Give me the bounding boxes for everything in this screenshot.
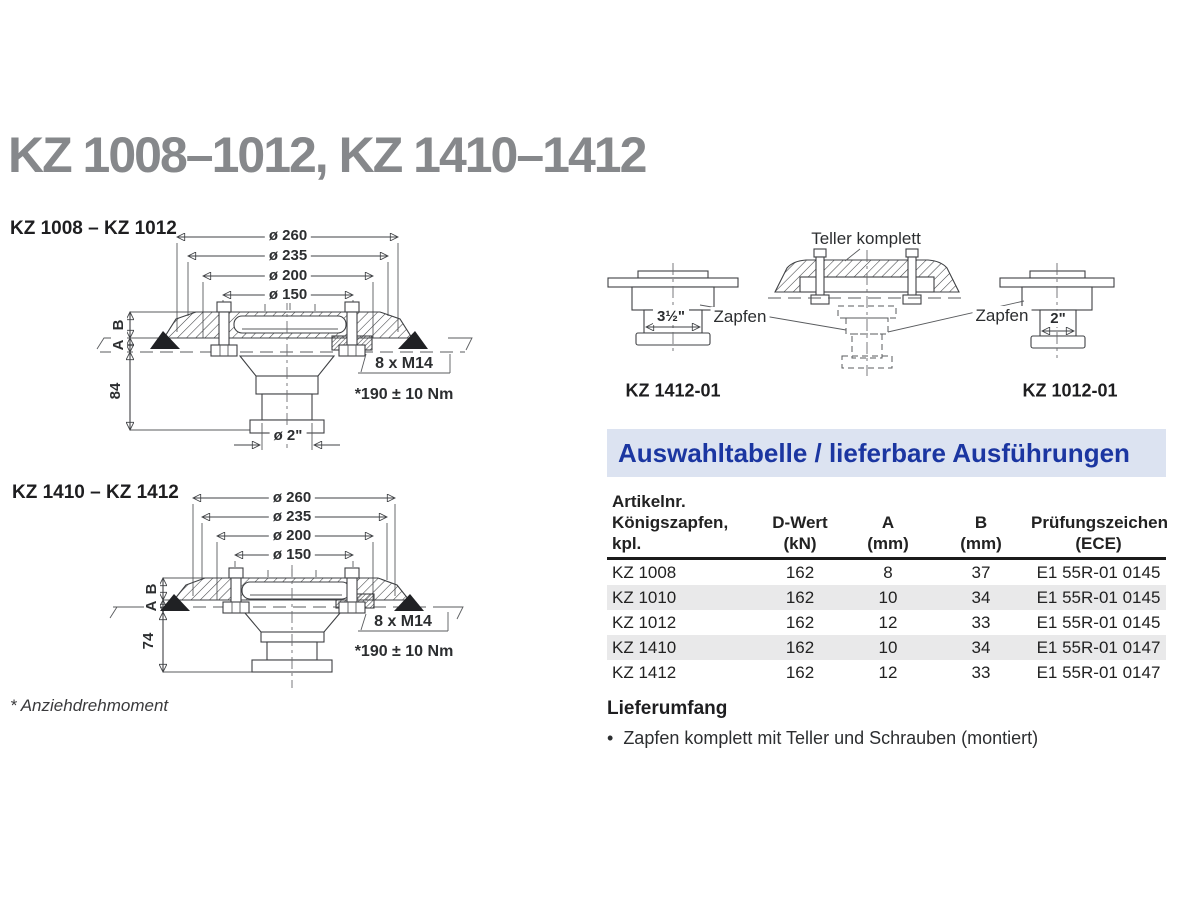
table-row: KZ 1010 162 10 34 E1 55R-01 0145 xyxy=(607,585,1166,610)
table-row: KZ 1412 162 12 33 E1 55R-01 0147 xyxy=(612,663,1161,682)
table-row: KZ 1410 162 10 34 E1 55R-01 0147 xyxy=(607,635,1166,660)
col-pruefungszeichen: Prüfungszeichen (ECE) xyxy=(1031,489,1166,559)
table-row: KZ 1008 162 8 37 E1 55R-01 0145 xyxy=(612,563,1161,582)
selection-table xyxy=(607,489,1166,685)
delivery-scope-item xyxy=(607,728,1038,749)
table-row: KZ 1012 162 12 33 E1 55R-01 0145 xyxy=(612,613,1161,632)
col-artikelnr: Artikelnr. Königszapfen, kpl. xyxy=(607,489,755,559)
drawing2-label: KZ 1410 – KZ 1412 xyxy=(12,482,179,503)
dim-height-74: 74 xyxy=(141,629,157,654)
drawing1-label: KZ 1008 – KZ 1012 xyxy=(10,218,177,239)
bolt-callout: 8 x M14 xyxy=(375,355,433,372)
teller-komplett-label: Teller komplett xyxy=(811,229,921,248)
page-title: KZ 1008–1012, KZ 1410–1412 xyxy=(8,127,646,183)
dim-d235: ø 235 xyxy=(269,509,315,525)
size-3-5in: 3½" xyxy=(653,309,689,325)
dim-d200: ø 200 xyxy=(265,268,311,284)
dim-b: B xyxy=(111,316,127,335)
bolt-callout: 8 x M14 xyxy=(374,613,432,630)
col-d-wert: D-Wert (kN) xyxy=(755,489,845,559)
bullet-icon: • xyxy=(607,728,614,748)
section-header-bar xyxy=(607,429,1166,477)
caption-kz1412-01: KZ 1412-01 xyxy=(625,380,721,401)
caption-kz1012-01: KZ 1012-01 xyxy=(1022,380,1118,401)
delivery-scope-text: Zapfen komplett mit Teller und Schrauben (montiert) xyxy=(623,728,1039,748)
dim-pin-2in: ø 2" xyxy=(270,428,307,444)
torque-note: *190 ± 10 Nm xyxy=(354,386,454,403)
col-b: B (mm) xyxy=(931,489,1031,559)
torque-note: *190 ± 10 Nm xyxy=(354,643,454,660)
dim-height-84: 84 xyxy=(108,379,124,404)
dim-d235: ø 235 xyxy=(265,248,311,264)
section-title: Auswahltabelle / lieferbare Ausführungen xyxy=(618,438,1130,468)
dim-d260: ø 260 xyxy=(265,228,311,244)
dim-a: A xyxy=(111,336,127,355)
size-2in: 2" xyxy=(1046,311,1069,327)
delivery-scope-title: Lieferumfang xyxy=(607,698,728,719)
dim-d150: ø 150 xyxy=(265,287,311,303)
table-header-row xyxy=(607,489,1166,559)
dim-d260: ø 260 xyxy=(269,490,315,506)
torque-footnote: * Anziehdrehmoment xyxy=(10,696,169,715)
dim-a: A xyxy=(144,597,160,616)
col-a: A (mm) xyxy=(845,489,931,559)
dim-d200: ø 200 xyxy=(269,528,315,544)
dim-d150: ø 150 xyxy=(269,547,315,563)
dim-b: B xyxy=(144,580,160,599)
zapfen-left-label: Zapfen xyxy=(711,307,770,327)
zapfen-right-label: Zapfen xyxy=(973,306,1032,326)
